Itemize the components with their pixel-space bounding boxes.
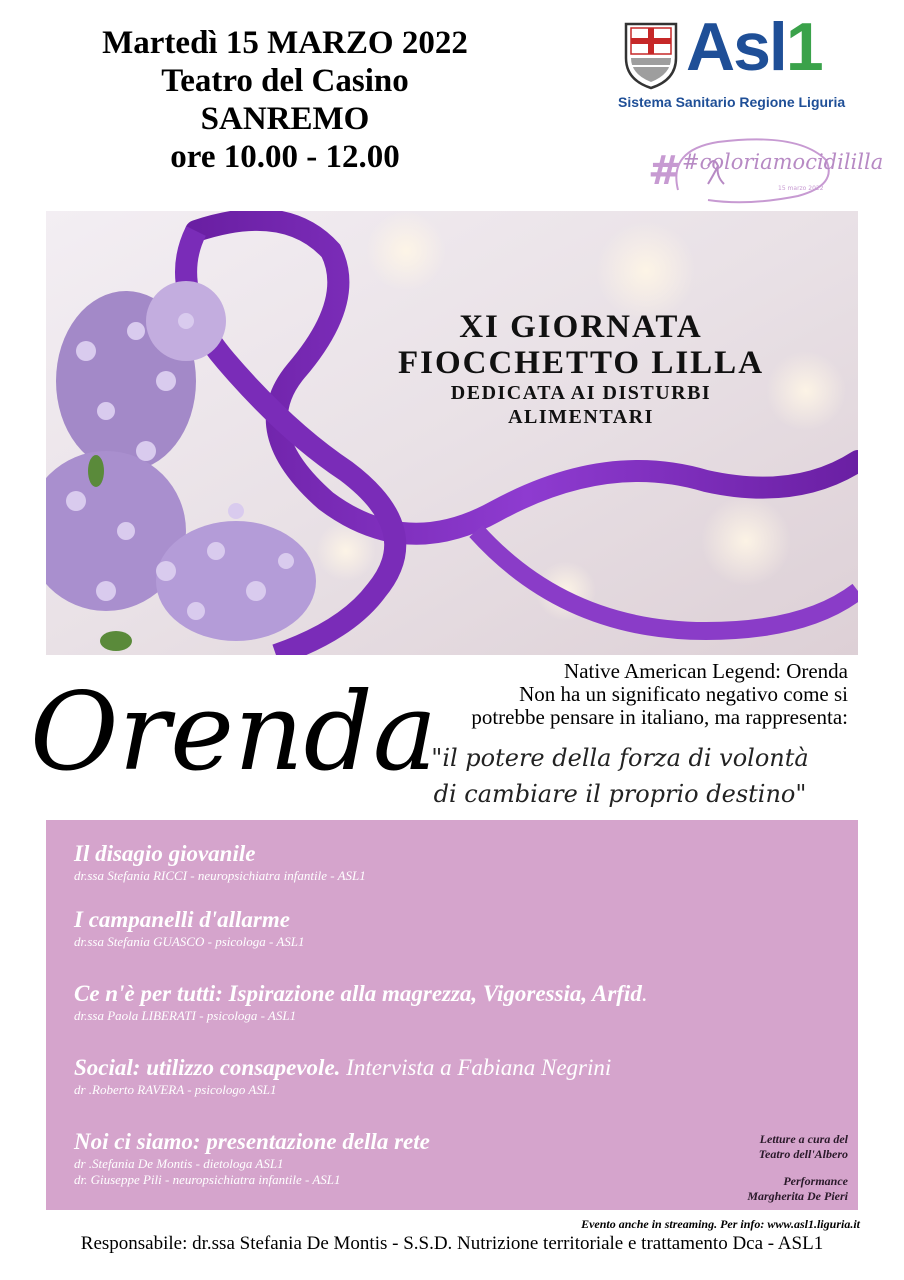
orenda-quote (400, 740, 840, 812)
program-item (74, 1054, 611, 1098)
event-info (50, 24, 520, 176)
program-item-speaker: dr. Giuseppe Pili - neuropsichiatra infantile - ASL1 (74, 1172, 341, 1187)
program-item-speaker: dr .Stefania De Montis - dietologa ASL1 (74, 1156, 284, 1171)
program-item-speaker: dr.ssa Stefania GUASCO - psicologa - ASL1 (74, 934, 305, 949)
lilac-ribbon-illustration (46, 211, 858, 655)
program-item-title: Il disagio giovanile (74, 841, 256, 866)
hashtag-text: #coloriamocidililla (682, 150, 884, 174)
credits-line: Margherita De Pieri (747, 1189, 848, 1203)
program-item (74, 980, 648, 1024)
program-item (74, 906, 305, 950)
program-item-title-main: Ce n'è per tutti: Ispirazione alla magrezza, Vigoressia, Arfid (74, 981, 642, 1006)
credits-line: Letture a cura del (759, 1132, 848, 1146)
program-item-title (74, 980, 648, 1008)
asl-logo-number: 1 (785, 9, 822, 85)
hero-image (46, 211, 858, 655)
program-item-title (74, 1054, 611, 1082)
event-date: Martedì 15 MARZO 2022 (102, 25, 468, 61)
logo-area (612, 9, 884, 214)
hashtag-date: 15 marzo 2022 (778, 185, 824, 192)
hero-title-line2: FIOCCHETTO LILLA (397, 345, 765, 381)
asl-subtitle: Sistema Sanitario Regione Liguria (618, 94, 846, 110)
responsible-line: Responsabile: dr.ssa Stefania De Montis - S.S.D. Nutrizione territoriale e trattamento Dca - ASL1 (80, 1233, 824, 1254)
hero-title-line1: XI GIORNATA (459, 309, 703, 345)
legend-line: Non ha un significato negativo come si (519, 682, 848, 706)
program-item-speaker: dr.ssa Paola LIBERATI - psicologa - ASL1 (74, 1008, 297, 1023)
quote-line: "il potere della forza di volontà (431, 744, 809, 772)
event-city: SANREMO (200, 101, 370, 137)
credits-line: Performance (783, 1174, 848, 1188)
program-item-title-extra: . (641, 981, 648, 1006)
program-item-title: Noi ci siamo: presentazione della rete (74, 1129, 430, 1154)
program-item-title-main: Social: utilizzo consapevole. (74, 1055, 341, 1080)
hashtag-logo (648, 130, 884, 210)
program-item-title-extra: Intervista a Fabiana Negrini (340, 1055, 612, 1080)
program-item (74, 840, 366, 884)
asl-logo-text: Asl (686, 9, 786, 85)
svg-text:#: # (648, 148, 682, 194)
event-venue: Teatro del Casino (161, 63, 409, 99)
quote-line: di cambiare il proprio destino" (433, 780, 807, 808)
program-item-speaker: dr.ssa Stefania RICCI - neuropsichiatra infantile - ASL1 (74, 868, 366, 883)
event-time: ore 10.00 - 12.00 (170, 139, 400, 175)
streaming-info: Evento anche in streaming. Per info: www.asl1.liguria.it (581, 1217, 860, 1231)
credits (628, 1132, 848, 1204)
program-item-speaker: dr .Roberto RAVERA - psicologo ASL1 (74, 1082, 277, 1097)
legend-line: potrebbe pensare in italiano, ma rappresenta: (471, 705, 848, 729)
hero-subtitle-line2: ALIMENTARI (508, 406, 654, 428)
program-item (74, 1128, 430, 1188)
liguria-shield-icon (622, 18, 680, 90)
program-item-title: I campanelli d'allarme (74, 907, 290, 932)
credits-line: Teatro dell'Albero (758, 1147, 848, 1161)
hero-title (376, 309, 786, 429)
orenda-title: Orenda (30, 670, 438, 795)
asl1-logo (686, 8, 822, 86)
legend-line: Native American Legend: Orenda (564, 659, 848, 683)
hero-subtitle-line1: DEDICATA AI DISTURBI (450, 382, 712, 404)
orenda-legend (360, 660, 848, 729)
program-box (46, 820, 858, 1210)
